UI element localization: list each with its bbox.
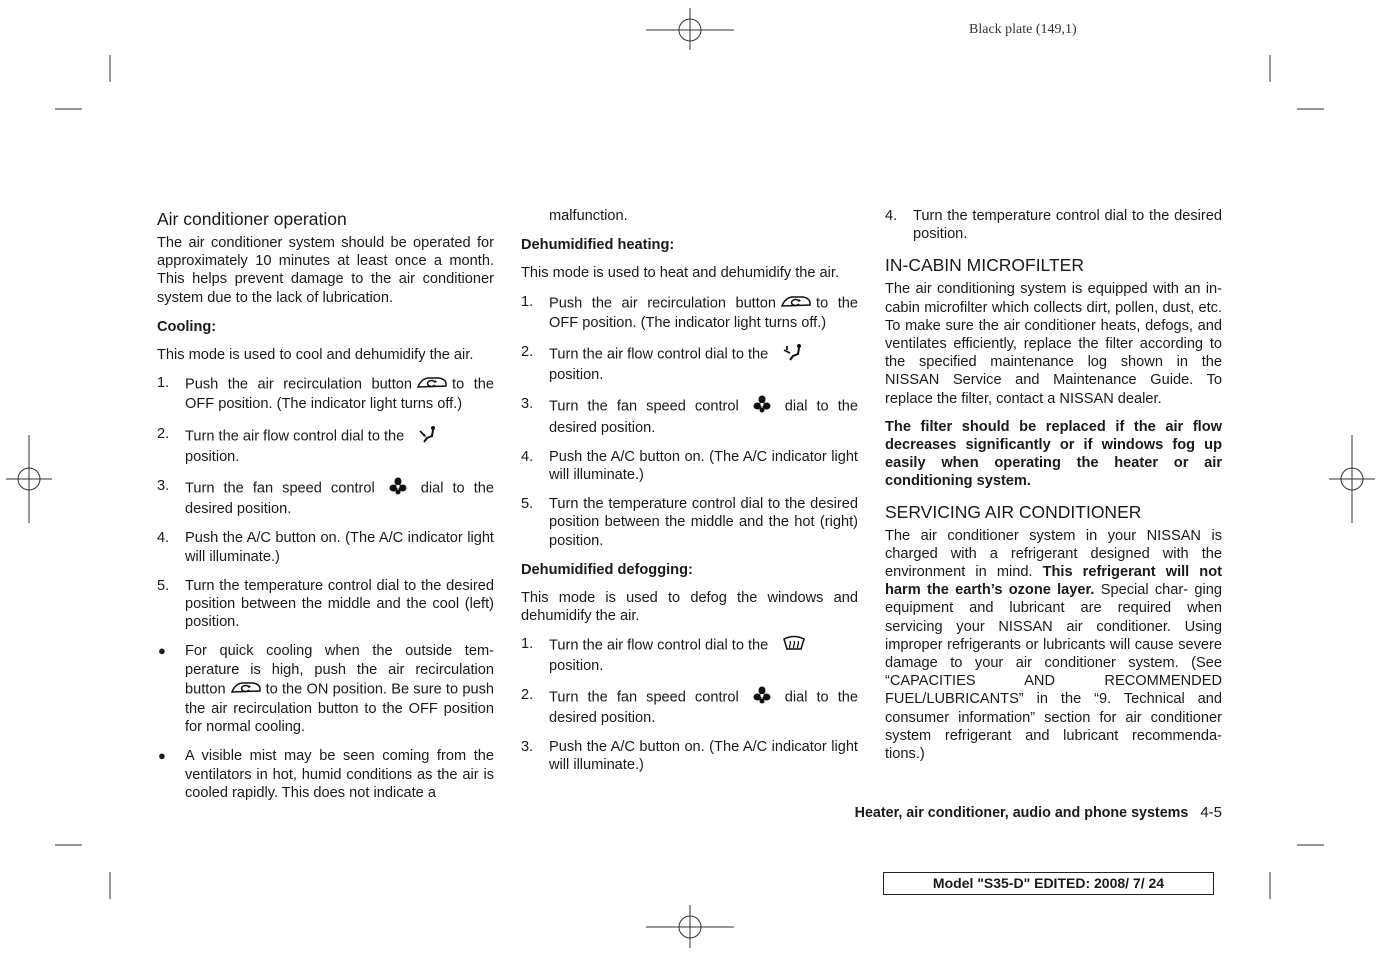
list-item: 4. Turn the temperature control dial to the desired position. [885, 208, 1222, 243]
microfilter-warning: The filter should be replaced if the air flow decreases significantly or if windows fog up easily when operating the heater or air conditioning system. [885, 418, 1222, 490]
list-item: 1. Turn the air flow control dial to the position. [521, 635, 858, 674]
list-item: 4. Push the A/C button on. (The A/C indicator light will illuminate.) [521, 448, 858, 484]
intro-paragraph: The air conditioner system should be operated for approximately 10 minutes at least once a month. This helps prevent damage to the air conditioner system due to the lack of lubrication. [157, 235, 494, 306]
list-item: 2. Turn the air flow control dial to the position. [521, 343, 858, 384]
list-item: 5. Turn the temperature control dial to the desired position between the middle and the cool (left) position. [157, 577, 494, 631]
air-recirculation-icon [229, 679, 263, 700]
air-recirculation-icon [415, 374, 449, 395]
list-item: ● A visible mist may be seen coming from the ventilators in hot, humid conditions as the air is cooled rapidly. This does not indicate a [158, 748, 494, 801]
bullet-icon: ● [158, 748, 166, 764]
column-3 [885, 207, 1222, 773]
list-item: 3. Push the A/C button on. (The A/C indicator light will illuminate.) [521, 739, 858, 774]
footer-section-title: Heater, air conditioner, audio and phone systems [854, 805, 1189, 821]
heating-intro: This mode is used to heat and dehumidify the air. [521, 265, 840, 282]
section-title-servicing-air-conditioner: SERVICING AIR CONDITIONER [885, 501, 1142, 522]
plate-label: Black plate (149,1) [969, 22, 1077, 37]
defog-steps [521, 635, 858, 774]
cooling-steps [157, 374, 494, 631]
list-item: 3. Turn the fan speed control dial to the desired position. [157, 478, 494, 518]
list-item: 1. Push the air recirculation button to the OFF position. (The indicator light turns off.) [157, 375, 494, 413]
page-number: 4-5 [1200, 804, 1222, 821]
bullet-icon: ● [158, 643, 166, 659]
cooling-intro: This mode is used to cool and dehumidify the air. [157, 347, 474, 364]
fan-icon [389, 477, 407, 500]
column-2 [521, 207, 858, 786]
cooling-notes [157, 642, 494, 802]
fan-icon [753, 395, 771, 418]
microfilter-paragraph: The air conditioning system is equipped with an in-cabin microfilter which collects dirt, pollen, dust, etc. To make sure the air conditioner heats, defogs, and ventilates efficiently, replace the filter according to the specified maintenance log shown in the NISSAN Service and Maintenance Guide. To replace the filter, contact a NISSAN dealer. [885, 281, 1222, 407]
foot-vent-icon [782, 343, 804, 366]
list-item: 4. Push the A/C button on. (The A/C indicator light will illuminate.) [157, 530, 494, 565]
dehumidified-heating-heading: Dehumidified heating: [521, 237, 675, 254]
list-item: 3. Turn the fan speed control dial to the desired position. [521, 396, 858, 436]
section-title-air-conditioner-operation: Air conditioner operation [157, 209, 347, 229]
fan-icon [753, 686, 771, 709]
model-stamp: Model "S35-D" EDITED: 2008/ 7/ 24 [883, 872, 1214, 895]
continued-text: malfunction. [549, 208, 628, 224]
foot-vent-icon [418, 425, 438, 448]
list-item: 5. Turn the temperature control dial to the desired position between the middle and the hot (right) position. [521, 496, 858, 549]
defog-intro: This mode is used to defog the windows and dehumidify the air. [521, 590, 858, 625]
cooling-heading: Cooling: [157, 318, 217, 335]
list-item: ● For quick cooling when the outside tem- perature is high, push the air recirculation button to the ON position. Be sure to push the air recirculation button to the OFF position for normal cooling. [158, 643, 494, 736]
continued-steps [885, 207, 1222, 243]
heating-steps [521, 293, 858, 550]
list-item: 2. Turn the air flow control dial to the position. [157, 425, 494, 466]
air-recirculation-icon [779, 293, 813, 314]
servicing-paragraph: The air conditioner system in your NISSAN is charged with a refrigerant designed with the environment in mind. This refrigerant will not harm the earth’s ozone layer. Special char- ging equipment and lubricant are required when servicing your NISSAN air conditioner. Using improper refrigerants or lubricants will cause severe damage to your air conditioner system. (See “CAPACITIES AND RECOMMENDED FUEL/LUBRICANTS” in the “9. Technical and consumer information” section for air conditioner system refrigerant and lubricant recommenda- tions.) [885, 527, 1222, 763]
running-footer [855, 804, 1222, 821]
section-title-in-cabin-microfilter: IN-CABIN MICROFILTER [885, 255, 1084, 276]
list-item: 1. Push the air recirculation button to the OFF position. (The indicator light turns off.) [521, 293, 858, 331]
list-item: 2. Turn the fan speed control dial to the desired position. [521, 686, 858, 727]
defrost-icon [782, 635, 806, 656]
dehumidified-defogging-heading: Dehumidified defogging: [521, 561, 693, 578]
column-1 [157, 208, 494, 813]
